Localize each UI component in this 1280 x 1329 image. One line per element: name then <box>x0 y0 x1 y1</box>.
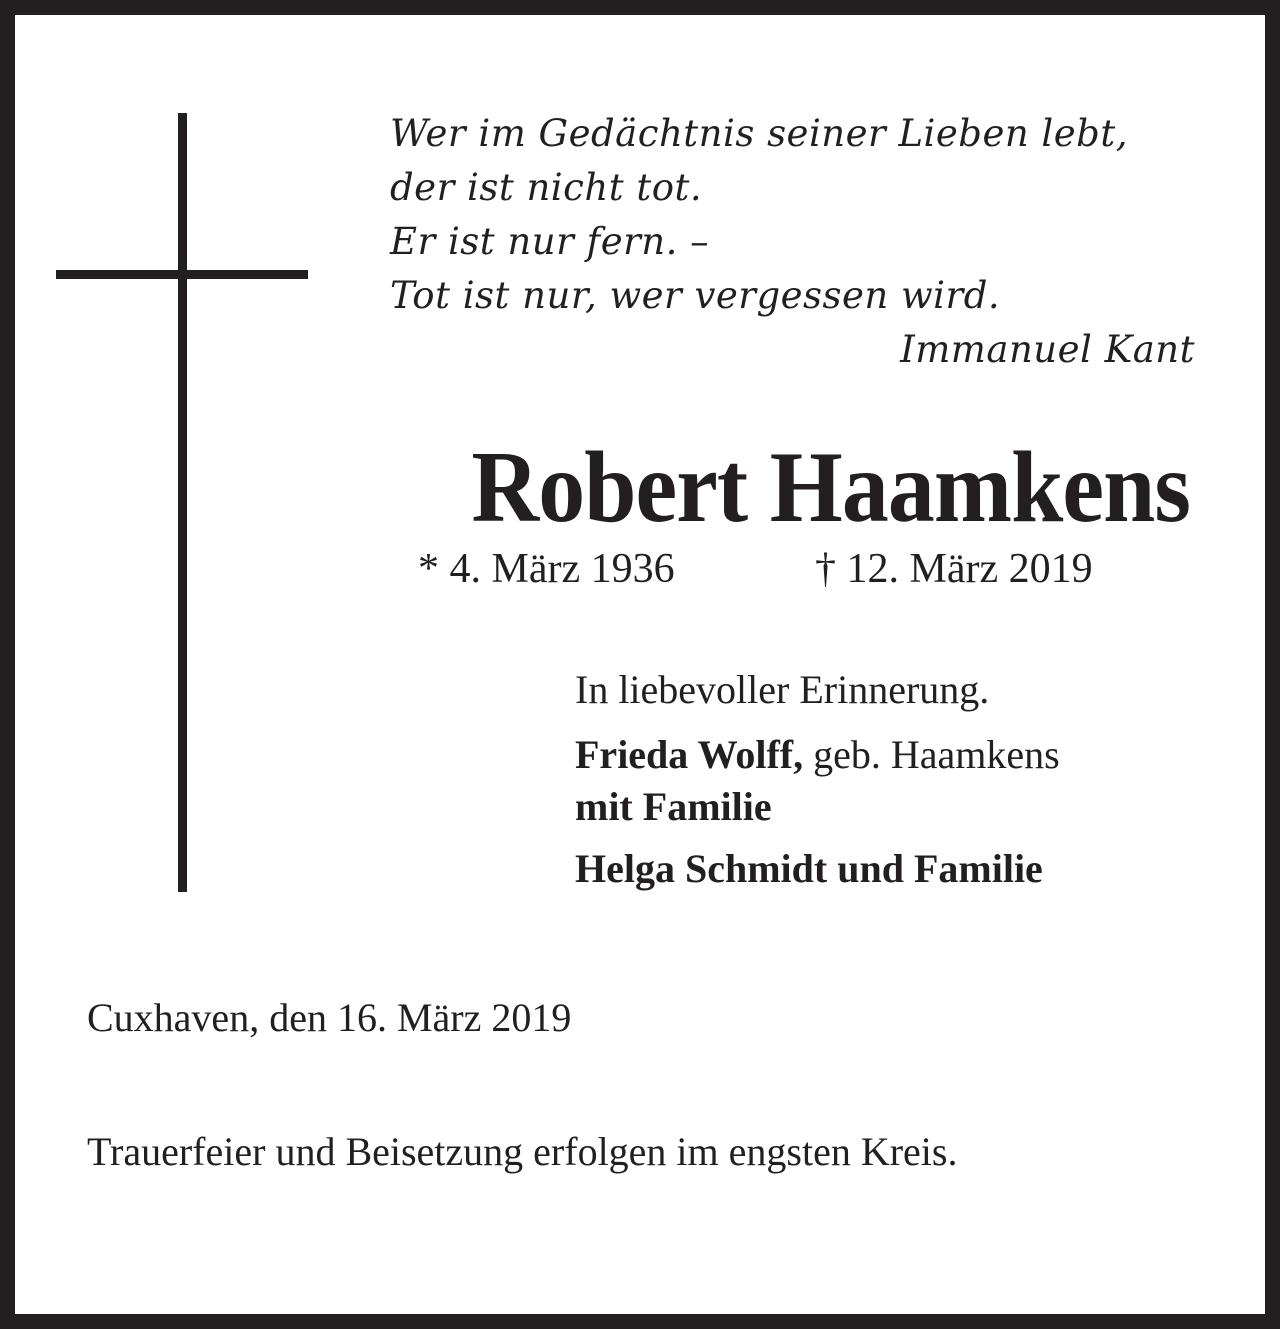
memorial-quote <box>390 107 1195 377</box>
mourner-entry <box>575 729 1215 833</box>
mourner-maiden-name: geb. Haamkens <box>803 732 1060 777</box>
memory-line: In liebevoller Erinnerung. <box>575 667 990 712</box>
funeral-notice: Trauerfeier und Beisetzung erfolgen im engsten Kreis. <box>87 1129 958 1174</box>
obituary-notice <box>15 15 1265 1314</box>
mourner-name: Helga Schmidt und Familie <box>575 846 1043 891</box>
quote-line: Tot ist nur, wer vergessen wird. <box>390 274 1001 317</box>
place-and-date: Cuxhaven, den 16. März 2019 <box>87 995 572 1040</box>
mourner-family: mit Familie <box>575 784 772 829</box>
birth-date: * 4. März 1936 <box>418 546 675 592</box>
quote-author: Immanuel Kant <box>900 328 1195 371</box>
quote-line: der ist nicht tot. <box>390 166 703 209</box>
deceased-name: Robert Haamkens <box>471 431 1190 544</box>
quote-line: Wer im Gedächtnis seiner Lieben lebt, <box>390 112 1128 155</box>
mourners-block <box>575 665 1215 905</box>
cross-horizontal-bar <box>56 270 308 279</box>
cross-vertical-bar <box>178 113 187 892</box>
quote-line: Er ist nur fern. – <box>390 220 710 263</box>
mourner-name: Frieda Wolff, <box>575 732 804 777</box>
death-date: † 12. März 2019 <box>815 546 1093 592</box>
mourner-entry <box>575 843 1215 895</box>
